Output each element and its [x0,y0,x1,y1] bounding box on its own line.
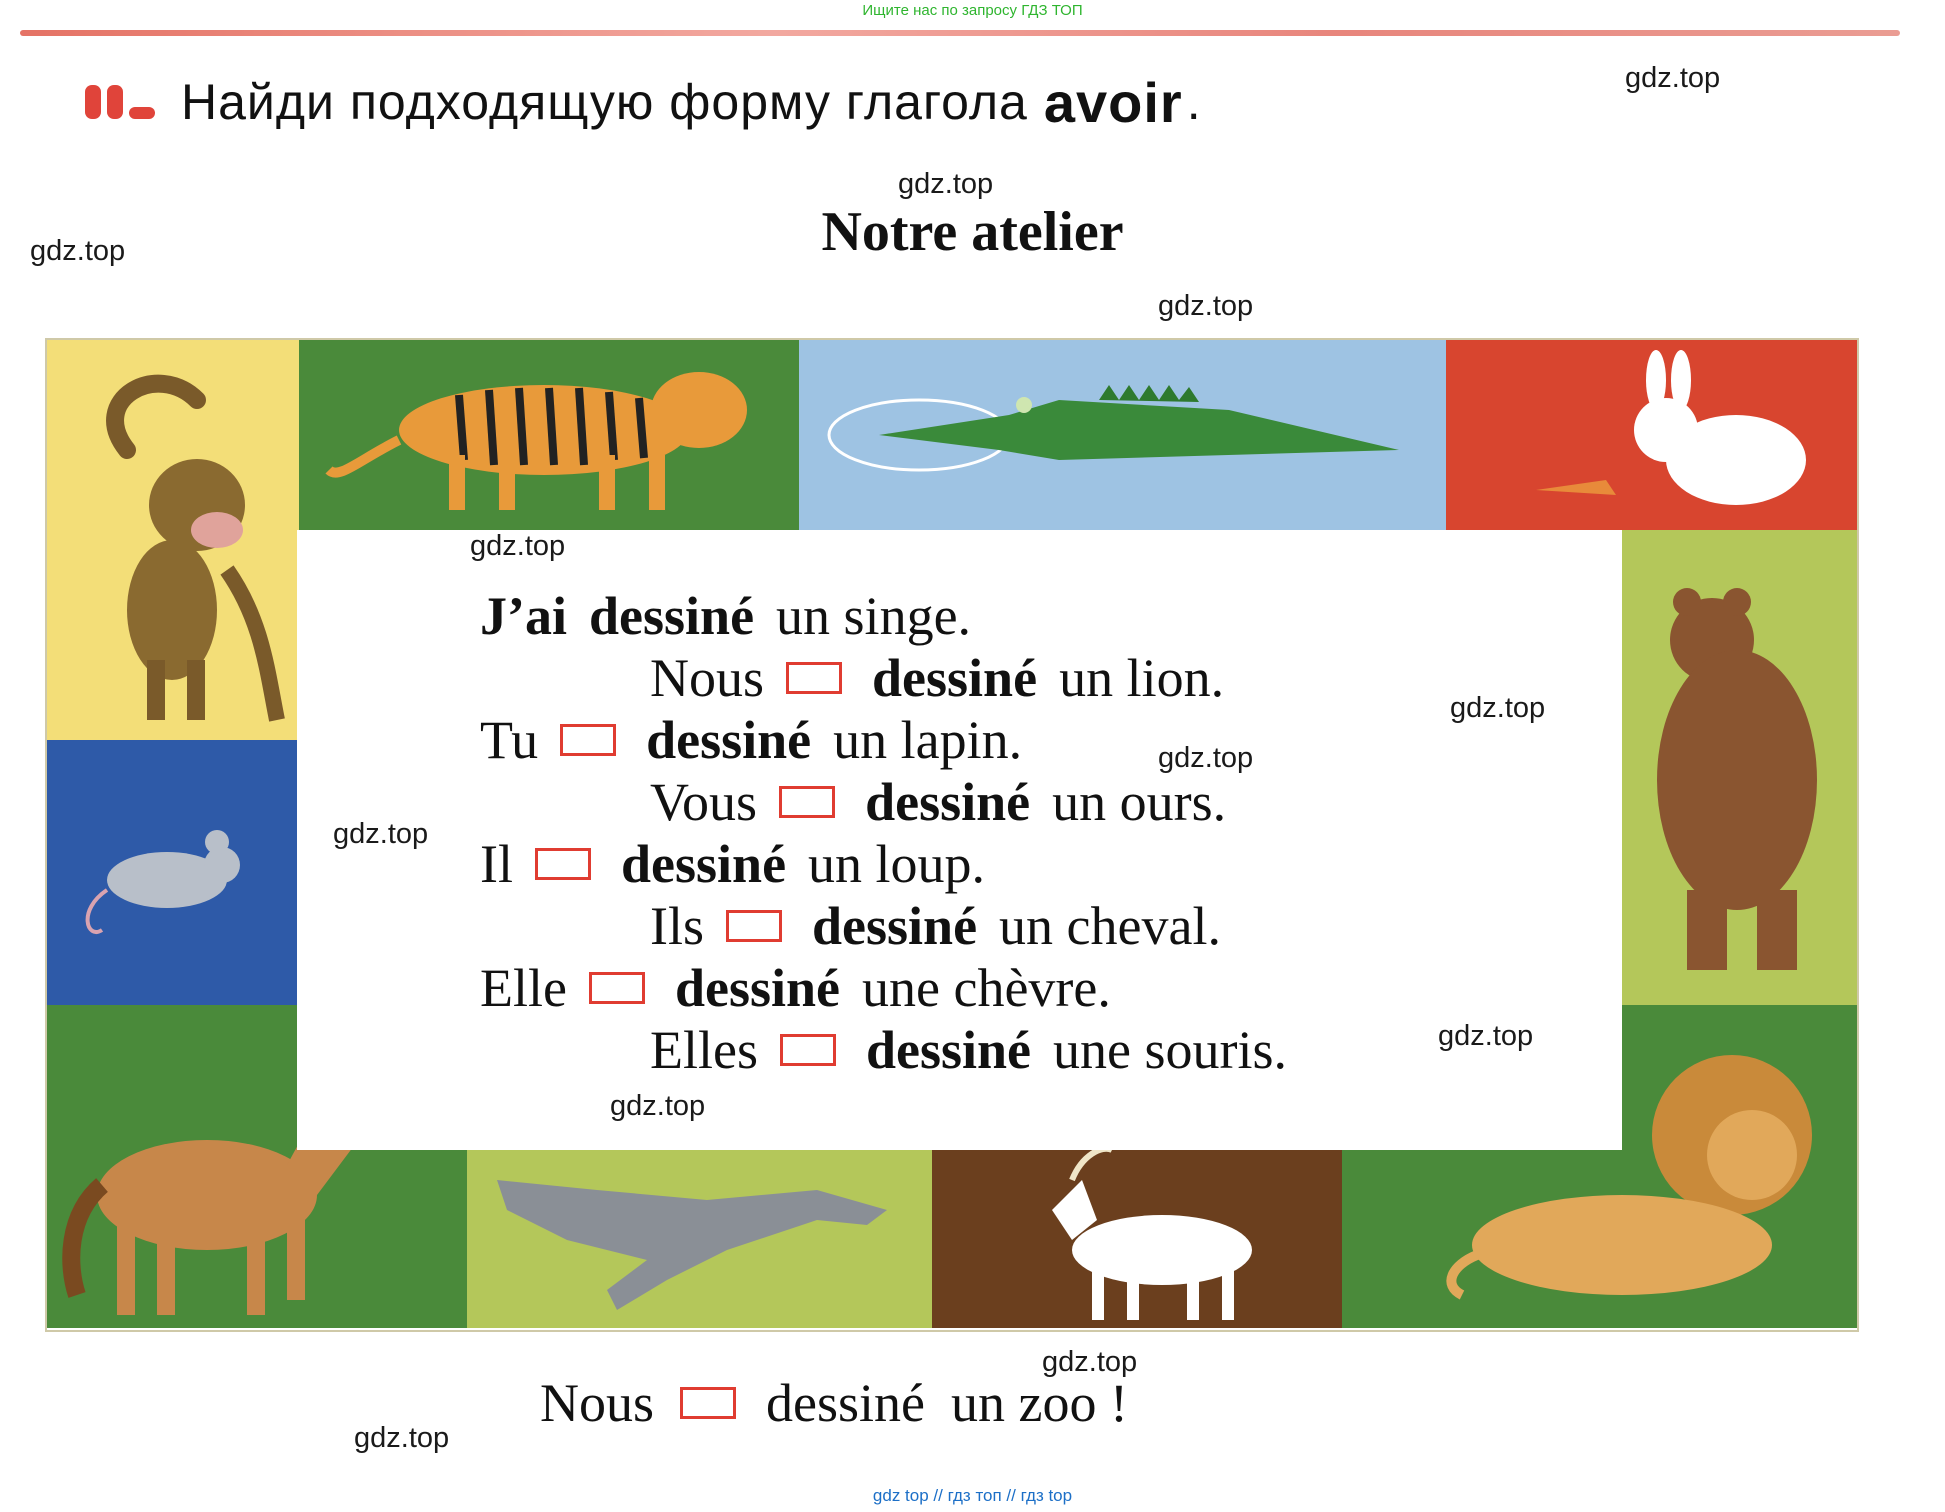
sentence-object: un lapin. [833,710,1023,770]
answer-box[interactable] [786,662,842,694]
tiger-icon [299,340,799,530]
final-sentence [540,1372,1128,1434]
watermark: gdz.top [1158,742,1254,774]
yellow-corner-panel [1342,1150,1392,1328]
sentence-row [480,957,1111,1019]
top-banner[interactable]: Ищите нас по запросу ГДЗ ТОП [862,2,1083,19]
exercise-header [85,72,1202,132]
sentence-subject: Elle [480,958,567,1018]
watermark: gdz.top [354,1422,450,1454]
goat-panel [932,1150,1342,1328]
rabbit-icon [1446,340,1857,530]
example-aux: ai [524,586,567,646]
monkey-icon [47,340,299,740]
sentence-object: une souris. [1053,1020,1288,1080]
answer-box[interactable] [589,972,645,1004]
sentence-participle: dessiné [646,710,812,770]
sentence-row [650,771,1226,833]
watermark: gdz.top [898,168,994,200]
sentence-participle: dessiné [812,896,978,956]
instruction-verb: avoir [1043,70,1183,134]
watermark: gdz.top [1158,290,1254,322]
final-subject: Nous [540,1373,655,1433]
watermark: gdz.top [1042,1346,1138,1378]
sentence-participle: dessiné [865,1020,1032,1080]
sentence-object: un lion. [1059,648,1225,708]
sentence-participle: dessiné [621,834,787,894]
watermark: gdz.top [1625,62,1721,94]
answer-box[interactable] [680,1387,736,1419]
sentence-subject: Nous [650,648,765,708]
tiger-panel [299,340,799,530]
sentence-object: une chèvre. [862,958,1111,1018]
wolf-icon [467,1150,932,1328]
sentence-object: un cheval. [999,896,1221,956]
watermark: gdz.top [333,818,429,850]
answer-box[interactable] [560,724,616,756]
sentence-participle: dessiné [872,648,1038,708]
sentence-subject: Elles [650,1020,758,1080]
watermark: gdz.top [610,1090,706,1122]
sentence-object: un loup. [808,834,986,894]
final-object: un zoo ! [950,1373,1128,1433]
sentence-subject: Vous [650,772,758,832]
final-participle: dessiné [766,1373,925,1433]
wolf-panel [467,1150,932,1328]
exercise-number-icon [85,85,155,119]
sentence-row [650,1019,1287,1081]
watermark: gdz.top [1438,1020,1534,1052]
sentence-row [480,833,985,895]
sentence-participle: dessiné [865,772,1031,832]
watermark: gdz.top [470,530,566,562]
example-subject: J’ [480,586,525,646]
example-sentence [480,585,971,647]
sentence-subject: Ils [650,896,704,956]
sentence-object: un ours. [1052,772,1227,832]
crocodile-icon [799,340,1446,530]
sentence-subject: Il [480,834,513,894]
watermark: gdz.top [30,235,126,267]
page-title: Notre atelier [821,201,1124,263]
monkey-panel [47,340,299,740]
answer-box[interactable] [726,910,782,942]
answer-box[interactable] [780,1034,836,1066]
example-participle: dessiné [589,586,755,646]
answer-box[interactable] [535,848,591,880]
red-divider [20,30,1900,36]
answer-box[interactable] [779,786,835,818]
watermark: gdz.top [1450,692,1546,724]
sentence-row [650,647,1224,709]
goat-icon [932,1150,1342,1328]
example-object: un singe. [776,586,972,646]
rabbit-panel [1446,340,1857,530]
instruction-dot: . [1186,74,1202,130]
bear-icon [1607,530,1857,1005]
mouse-panel [47,740,299,1005]
mouse-icon [47,740,299,1005]
sentence-row [480,709,1022,771]
sentence-participle: dessiné [674,958,841,1018]
bear-panel [1607,530,1857,1005]
crocodile-panel [799,340,1446,530]
footer-links[interactable]: gdz top // гдз топ // гдз top [872,1486,1073,1505]
sentence-subject: Tu [480,710,539,770]
instruction-text: Найди подходящую форму глагола [181,74,1028,130]
sentence-row [650,895,1221,957]
